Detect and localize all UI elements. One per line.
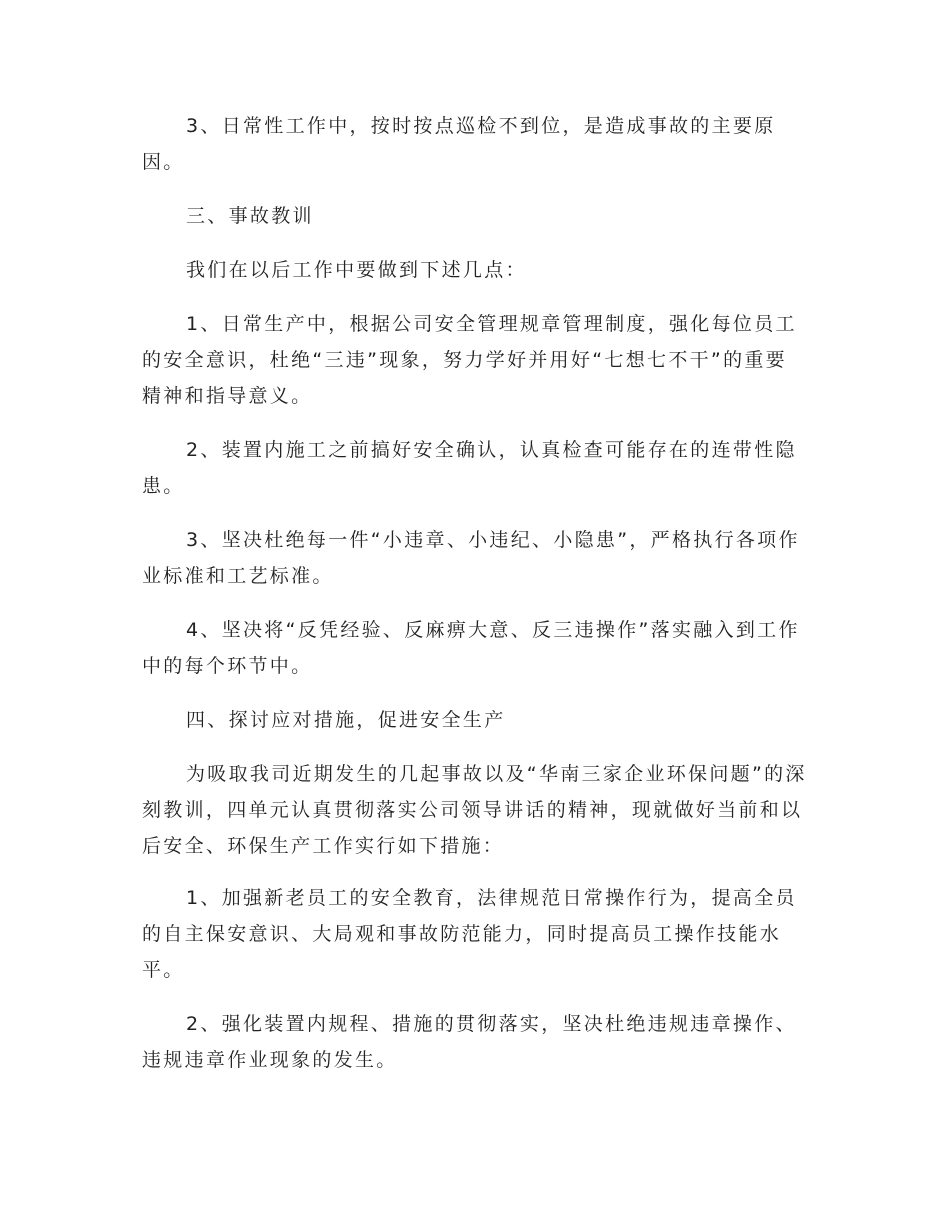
section-heading-lessons: 三、事故教训 — [186, 205, 314, 227]
cause-item-3: 3、日常性工作中，按时按点巡检不到位，是造成事故的主要原因。 — [142, 115, 776, 173]
lesson-item-1: 1、日常生产中，根据公司安全管理规章管理制度，强化每位员工的安全意识，杜绝“三违”现象，努力学好并用好“七想七不干”的重要精神和指导意义。 — [142, 313, 797, 407]
measure-item-2: 2、强化装置内规程、措施的贯彻落实，坚决杜绝违规违章操作、违规违章作业现象的发生。 — [142, 1013, 797, 1071]
lessons-intro: 我们在以后工作中要做到下述几点： — [186, 259, 527, 281]
section-heading-measures: 四、探讨应对措施，促进安全生产 — [186, 709, 506, 731]
lesson-item-4: 4、坚决将“反凭经验、反麻痹大意、反三违操作”落实融入到工作中的每个环节中。 — [142, 619, 800, 677]
measures-intro: 为吸取我司近期发生的几起事故以及“华南三家企业环保问题”的深刻教训，四单元认真贯彻落实公司领导讲话的精神，现就做好当前和以后安全、环保生产工作实行如下措施： — [142, 763, 807, 857]
lesson-item-3: 3、坚决杜绝每一件“小违章、小违纪、小隐患”，严格执行各项作业标准和工艺标准。 — [142, 529, 800, 587]
measure-item-1: 1、加强新老员工的安全教育，法律规范日常操作行为，提高全员的自主保安意识、大局观和事故防范能力，同时提高员工操作技能水平。 — [142, 887, 797, 981]
lesson-item-2: 2、装置内施工之前搞好安全确认，认真检查可能存在的连带性隐患。 — [142, 439, 797, 497]
